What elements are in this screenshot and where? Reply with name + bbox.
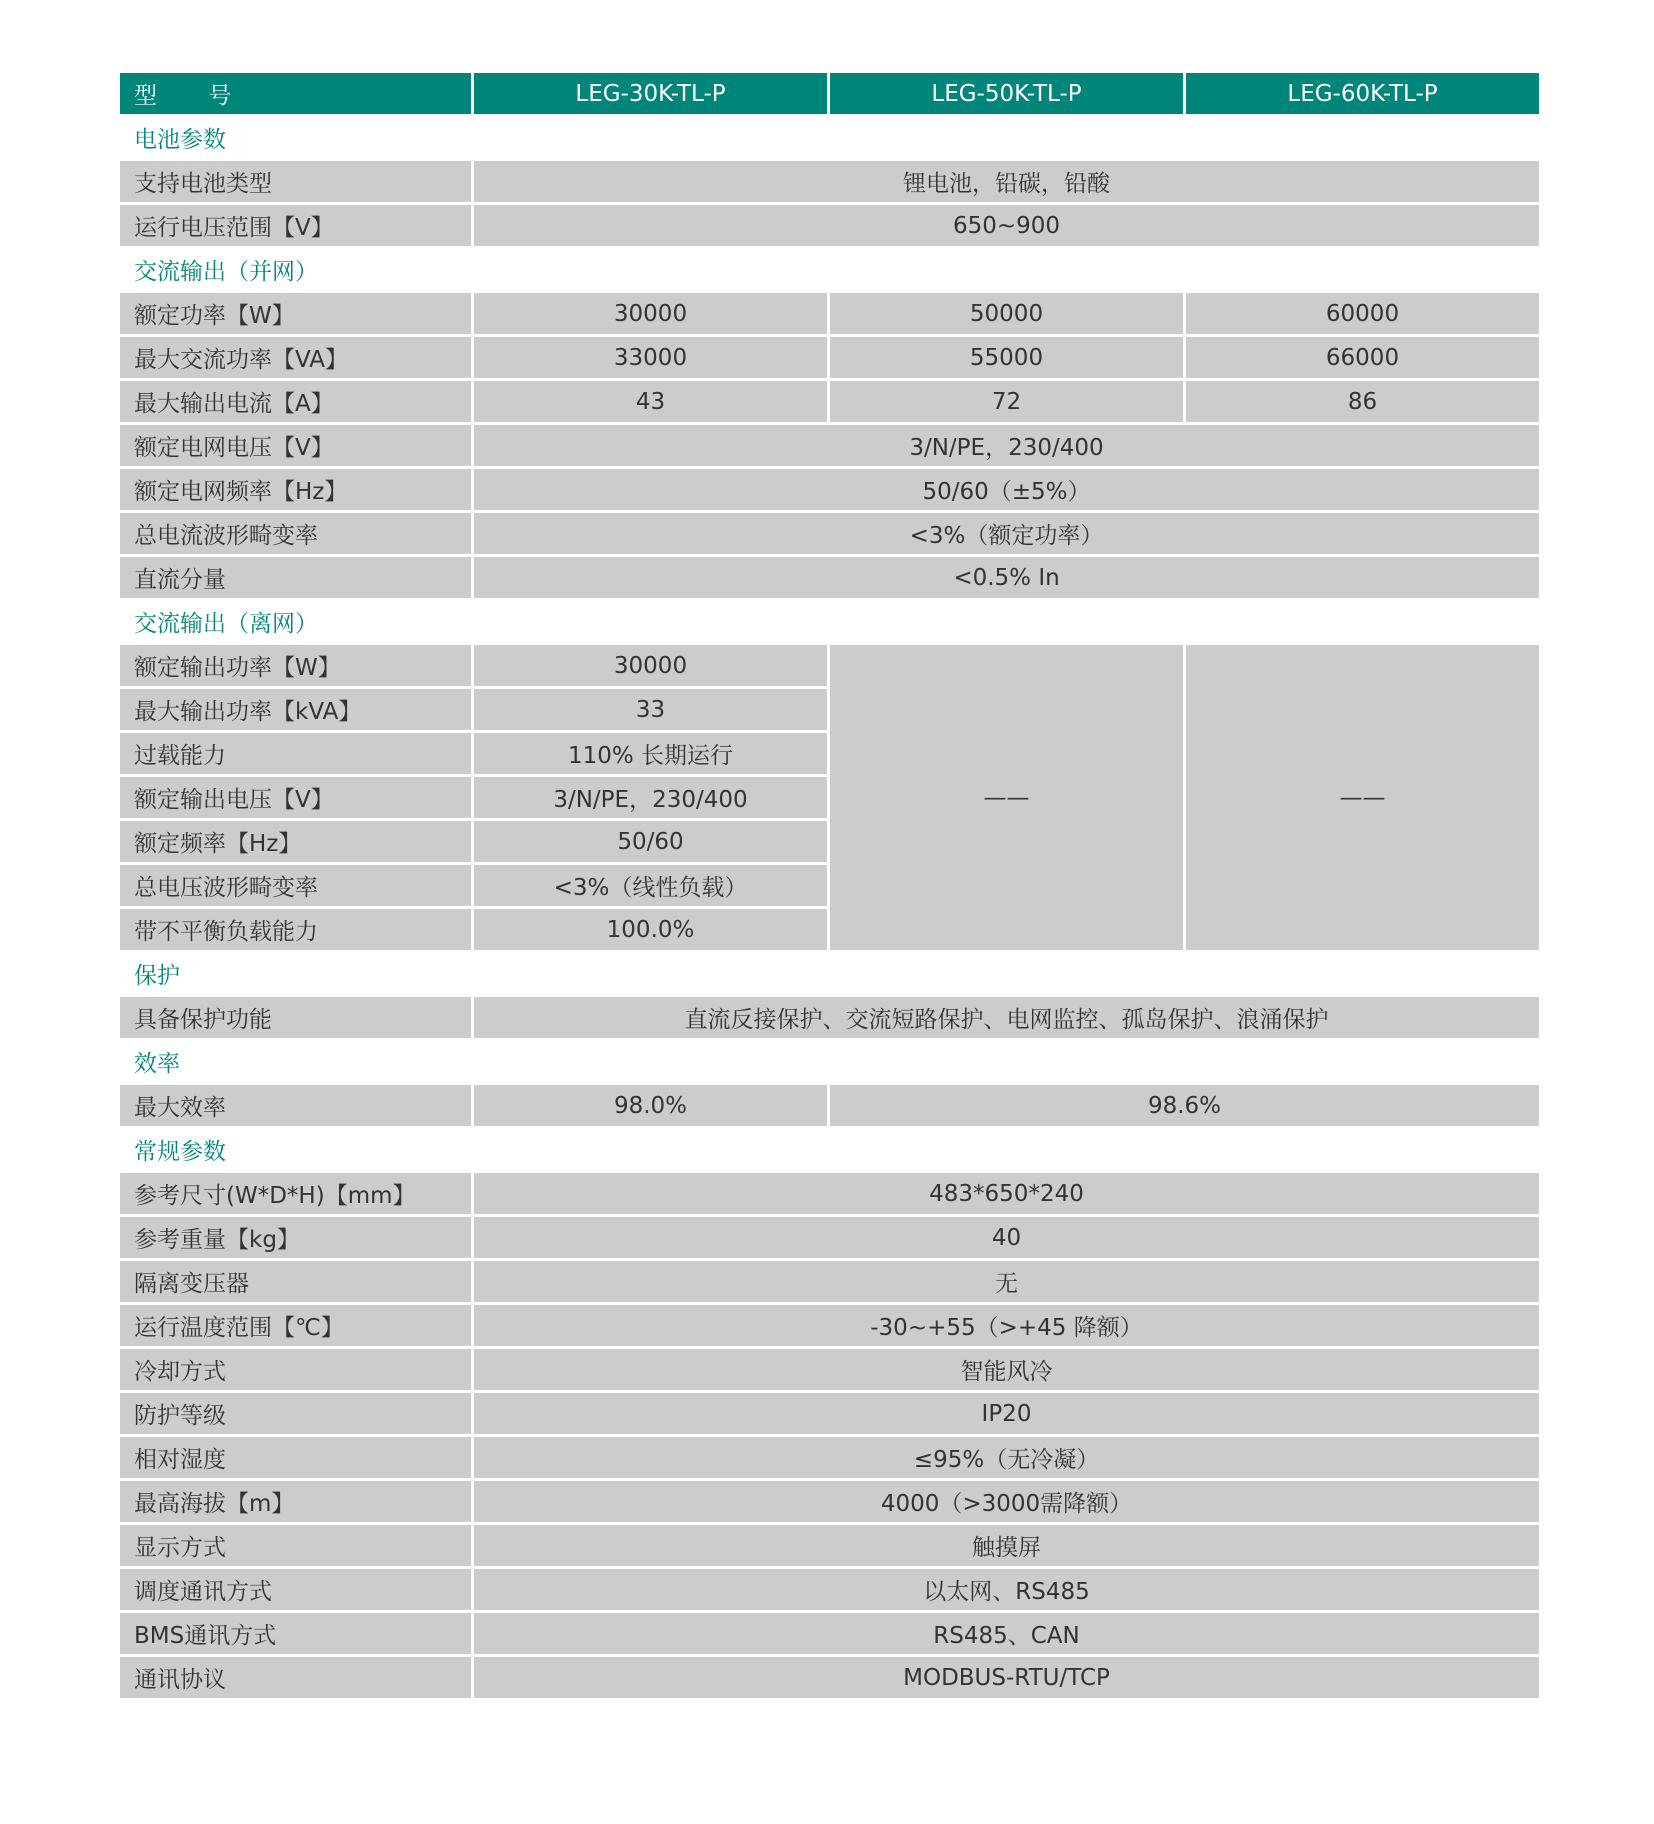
row-value: 锂电池，铅碳，铅酸: [473, 160, 1541, 204]
row-value: 86: [1185, 380, 1541, 424]
row-label: 最大交流功率【VA】: [119, 336, 473, 380]
row-value: 4000（>3000需降额）: [473, 1480, 1541, 1524]
row-value: 无: [473, 1260, 1541, 1304]
row-value: 50/60（±5%）: [473, 468, 1541, 512]
section-title: 常规参数: [119, 1128, 1541, 1172]
row-label: 最大效率: [119, 1084, 473, 1128]
section-efficiency: [119, 1040, 1541, 1084]
section-grid: [119, 248, 1541, 292]
table-row: [119, 1656, 1541, 1700]
row-value: 650~900: [473, 204, 1541, 248]
section-title: 交流输出（离网）: [119, 600, 1541, 644]
table-row: [119, 1304, 1541, 1348]
row-value: -30~+55（>+45 降额）: [473, 1304, 1541, 1348]
table-row: [119, 1216, 1541, 1260]
table-row: [119, 1348, 1541, 1392]
table-row: [119, 1436, 1541, 1480]
table-row: [119, 1260, 1541, 1304]
row-value: 110% 长期运行: [473, 732, 829, 776]
row-value: 33000: [473, 336, 829, 380]
section-protection: [119, 952, 1541, 996]
row-value: 触摸屏: [473, 1524, 1541, 1568]
row-value: 30000: [473, 644, 829, 688]
row-label: 通讯协议: [119, 1656, 473, 1700]
row-value: 40: [473, 1216, 1541, 1260]
model-50k-header: LEG-50K-TL-P: [829, 72, 1185, 116]
row-value: 100.0%: [473, 908, 829, 952]
row-value: 98.6%: [829, 1084, 1541, 1128]
row-value: 3/N/PE，230/400: [473, 424, 1541, 468]
table-row: [119, 1084, 1541, 1128]
table-row: [119, 556, 1541, 600]
row-label: 最大输出功率【kVA】: [119, 688, 473, 732]
section-title: 交流输出（并网）: [119, 248, 1541, 292]
table-row: [119, 1568, 1541, 1612]
table-row: [119, 380, 1541, 424]
not-applicable-60k: ——: [1185, 644, 1541, 952]
row-value: <3%（线性负载）: [473, 864, 829, 908]
row-label: 调度通讯方式: [119, 1568, 473, 1612]
row-label: 支持电池类型: [119, 160, 473, 204]
section-battery: [119, 116, 1541, 160]
row-value: 483*650*240: [473, 1172, 1541, 1216]
table-row: [119, 644, 1541, 688]
row-value: 60000: [1185, 292, 1541, 336]
row-label: 隔离变压器: [119, 1260, 473, 1304]
row-label: 防护等级: [119, 1392, 473, 1436]
section-title: 保护: [119, 952, 1541, 996]
row-value: 55000: [829, 336, 1185, 380]
table-row: [119, 424, 1541, 468]
row-value: ≤95%（无冷凝）: [473, 1436, 1541, 1480]
row-value: 智能风冷: [473, 1348, 1541, 1392]
row-value: 98.0%: [473, 1084, 829, 1128]
row-value: 以太网、RS485: [473, 1568, 1541, 1612]
row-label: 额定输出功率【W】: [119, 644, 473, 688]
model-60k-header: LEG-60K-TL-P: [1185, 72, 1541, 116]
row-label: 显示方式: [119, 1524, 473, 1568]
row-value: 30000: [473, 292, 829, 336]
row-value: 43: [473, 380, 829, 424]
row-value: 33: [473, 688, 829, 732]
row-label: 相对湿度: [119, 1436, 473, 1480]
row-value: <3%（额定功率）: [473, 512, 1541, 556]
table-row: [119, 160, 1541, 204]
model-header-label: 型 号: [119, 72, 473, 116]
section-offgrid: [119, 600, 1541, 644]
row-label: 冷却方式: [119, 1348, 473, 1392]
row-label: 额定功率【W】: [119, 292, 473, 336]
row-label: 额定电网频率【Hz】: [119, 468, 473, 512]
table-row: [119, 1612, 1541, 1656]
row-label: 额定输出电压【V】: [119, 776, 473, 820]
section-title: 电池参数: [119, 116, 1541, 160]
row-label: 额定电网电压【V】: [119, 424, 473, 468]
table-row: [119, 1392, 1541, 1436]
row-label: 最大输出电流【A】: [119, 380, 473, 424]
table-row: [119, 996, 1541, 1040]
row-value: 3/N/PE，230/400: [473, 776, 829, 820]
spec-table: [117, 70, 1542, 1701]
row-value: IP20: [473, 1392, 1541, 1436]
table-row: [119, 1172, 1541, 1216]
row-label: 运行电压范围【V】: [119, 204, 473, 248]
row-value: 50/60: [473, 820, 829, 864]
row-label: 参考尺寸(W*D*H)【mm】: [119, 1172, 473, 1216]
row-value: 72: [829, 380, 1185, 424]
row-value: MODBUS-RTU/TCP: [473, 1656, 1541, 1700]
row-label: 运行温度范围【℃】: [119, 1304, 473, 1348]
row-label: 总电流波形畸变率: [119, 512, 473, 556]
row-label: 带不平衡负载能力: [119, 908, 473, 952]
row-value: RS485、CAN: [473, 1612, 1541, 1656]
row-label: 参考重量【kg】: [119, 1216, 473, 1260]
row-value: <0.5% In: [473, 556, 1541, 600]
row-value: 直流反接保护、交流短路保护、电网监控、孤岛保护、浪涌保护: [473, 996, 1541, 1040]
table-row: [119, 1480, 1541, 1524]
not-applicable-50k: ——: [829, 644, 1185, 952]
table-row: [119, 336, 1541, 380]
model-30k-header: LEG-30K-TL-P: [473, 72, 829, 116]
row-label: 额定频率【Hz】: [119, 820, 473, 864]
section-general: [119, 1128, 1541, 1172]
row-value: 66000: [1185, 336, 1541, 380]
header-row: [119, 72, 1541, 116]
table-row: [119, 468, 1541, 512]
section-title: 效率: [119, 1040, 1541, 1084]
row-label: 直流分量: [119, 556, 473, 600]
table-row: [119, 1524, 1541, 1568]
row-label: 过载能力: [119, 732, 473, 776]
row-label: 具备保护功能: [119, 996, 473, 1040]
table-row: [119, 204, 1541, 248]
row-value: 50000: [829, 292, 1185, 336]
row-label: 总电压波形畸变率: [119, 864, 473, 908]
row-label: BMS通讯方式: [119, 1612, 473, 1656]
table-row: [119, 512, 1541, 556]
table-row: [119, 292, 1541, 336]
row-label: 最高海拔【m】: [119, 1480, 473, 1524]
